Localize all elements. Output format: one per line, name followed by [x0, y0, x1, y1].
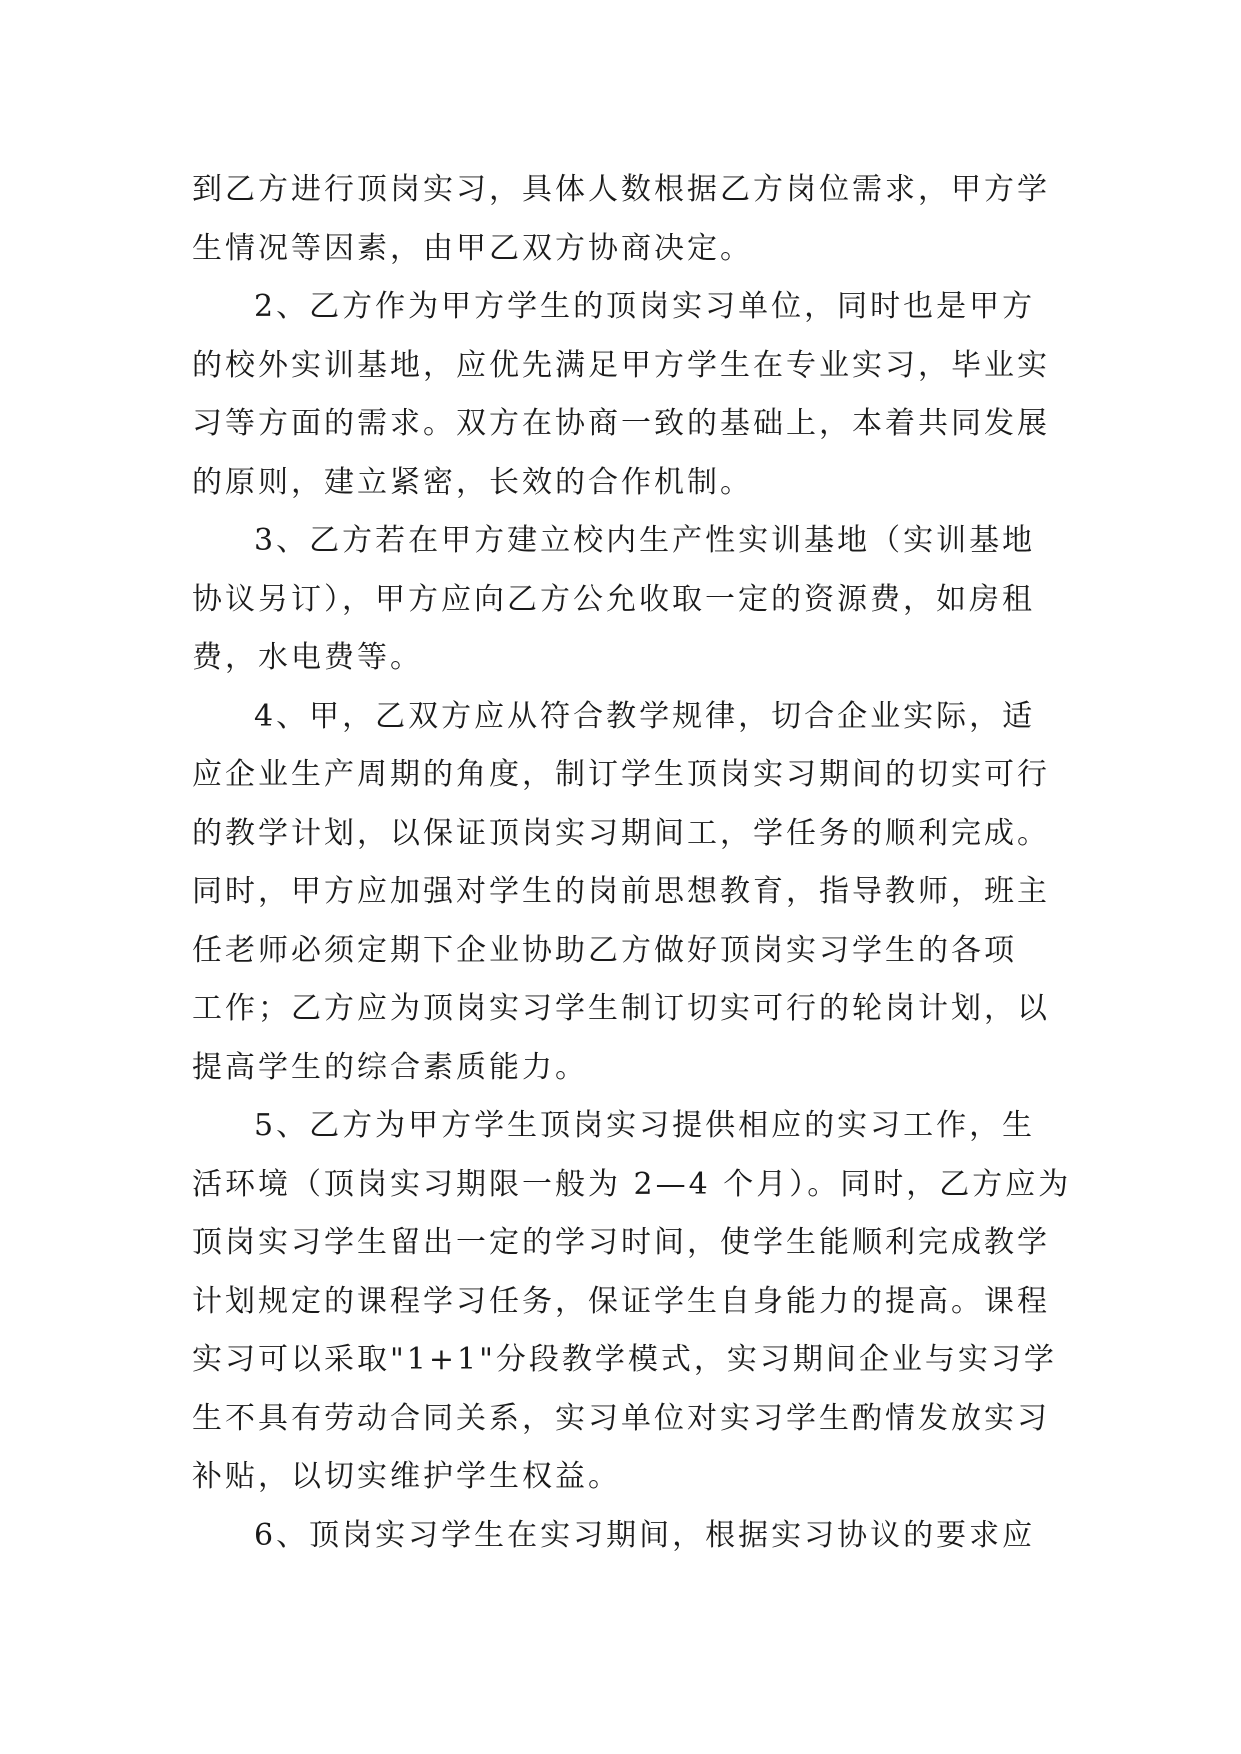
- text-line: 顶岗实习学生留出一定的学习时间，使学生能顺利完成教学: [192, 1225, 1050, 1260]
- text-line: 的校外实训基地，应优先满足甲方学生在专业实习，毕业实: [192, 347, 1050, 383]
- text-line: 费，水电费等。: [192, 640, 423, 675]
- text-line: 3、乙方若在甲方建立校内生产性实训基地（实训基地: [254, 523, 1036, 558]
- text-line: 生不具有劳动合同关系，实习单位对实习学生酌情发放实习: [192, 1400, 1050, 1436]
- text-line: 计划规定的课程学习任务，保证学生自身能力的提高。课程: [192, 1283, 1050, 1319]
- text-line: 2、乙方作为甲方学生的顶岗实习单位，同时也是甲方: [254, 289, 1036, 324]
- paragraph-1: [192, 161, 1052, 278]
- paragraph-5: [192, 1097, 1072, 1507]
- text-line: 生情况等因素，由甲乙双方协商决定。: [192, 230, 753, 266]
- text-line: 的原则，建立紧密，长效的合作机制。: [192, 464, 753, 500]
- text-line: 6、顶岗实习学生在实习期间，根据实习协议的要求应: [254, 1517, 1036, 1553]
- paragraph-6: [192, 1507, 1052, 1566]
- document-body: [192, 161, 1072, 1565]
- text-line: 5、乙方为甲方学生顶岗实习提供相应的实习工作，生: [254, 1108, 1036, 1143]
- text-line: 补贴，以切实维护学生权益。: [192, 1459, 621, 1494]
- text-line: 同时，甲方应加强对学生的岗前思想教育，指导教师，班主: [192, 874, 1050, 909]
- text-line: 实习可以采取"1+1"分段教学模式，实习期间企业与实习学: [192, 1342, 1057, 1377]
- text-line: 任老师必须定期下企业协助乙方做好顶岗实习学生的各项: [192, 932, 1017, 968]
- text-line: 习等方面的需求。双方在协商一致的基础上，本着共同发展: [192, 406, 1050, 441]
- text-line: 工作；乙方应为顶岗实习学生制订切实可行的轮岗计划，以: [192, 991, 1050, 1026]
- text-line: 协议另订），甲方应向乙方公允收取一定的资源费，如房租: [192, 581, 1035, 617]
- text-line: 活环境（顶岗实习期限一般为 2—4 个月）。同时，乙方应为: [192, 1166, 1072, 1202]
- text-line: 提高学生的综合素质能力。: [192, 1049, 588, 1085]
- paragraph-4: [192, 688, 1052, 1098]
- text-line: 应企业生产周期的角度，制订学生顶岗实习期间的切实可行: [192, 757, 1050, 792]
- text-line: 到乙方进行顶岗实习，具体人数根据乙方岗位需求，甲方学: [192, 172, 1050, 207]
- paragraph-3: [192, 512, 1052, 688]
- text-line: 的教学计划，以保证顶岗实习期间工，学任务的顺利完成。: [192, 815, 1050, 851]
- text-line: 4、甲，乙双方应从符合教学规律，切合企业实际，适: [254, 698, 1036, 734]
- paragraph-2: [192, 278, 1052, 512]
